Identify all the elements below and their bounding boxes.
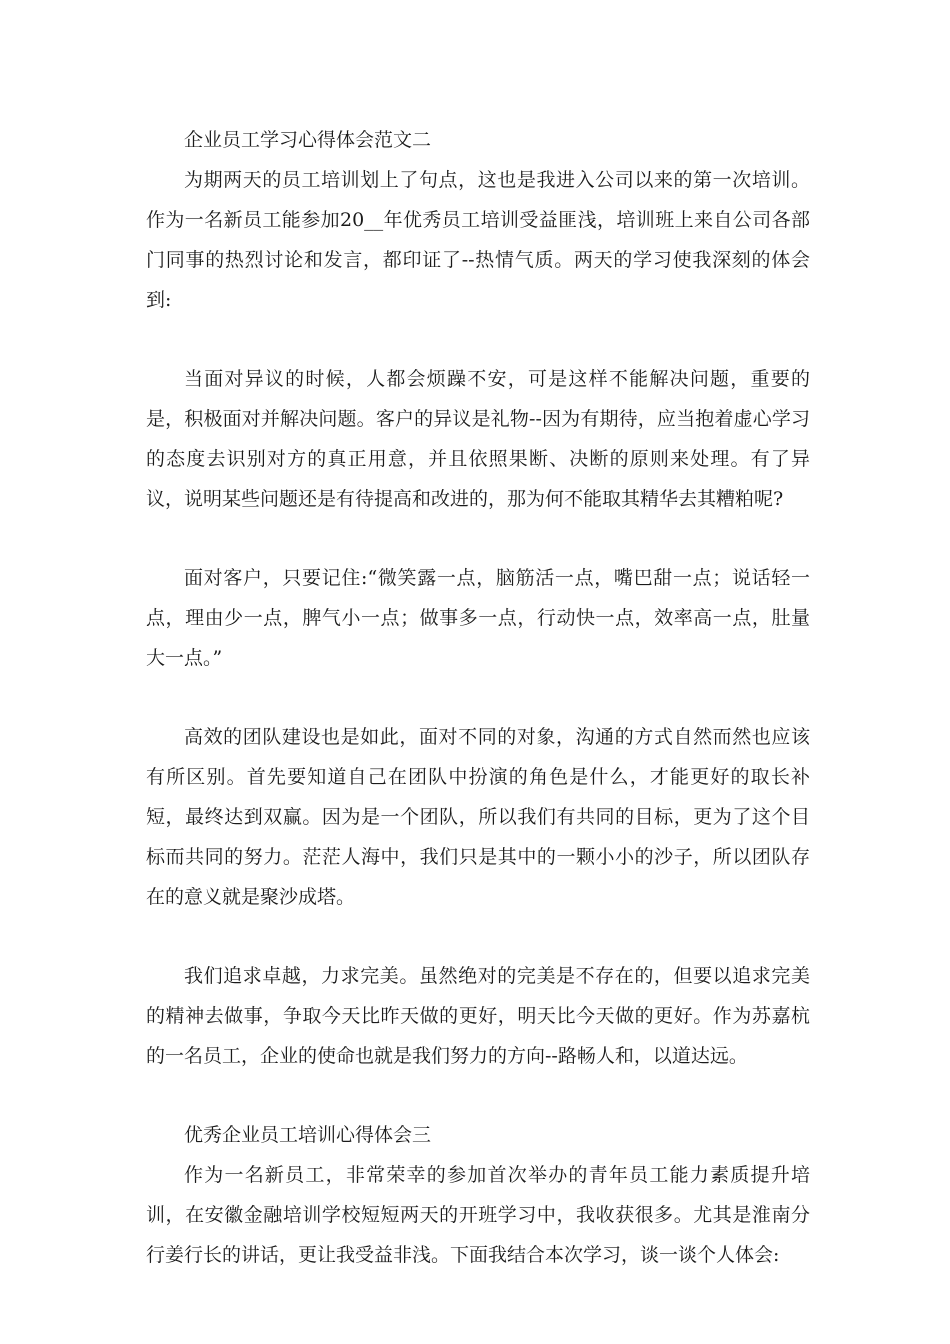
paragraph-gap: [146, 1076, 810, 1115]
paragraph-teamwork: 高效的团队建设也是如此，面对不同的对象，沟通的方式自然而然也应该有所区别。首先要知道自己在团队中扮演的角色是什么，才能更好的取长补短，最终达到双赢。因为是一个团队，所以我们有共同的目标，更为了这个目标而共同的努力。茫茫人海中，我们只是其中的一颗小小的沙子，所以团队存在的意义就是聚沙成塔。: [146, 726, 810, 908]
paragraph-excellence: 我们追求卓越，力求完美。虽然绝对的完美是不存在的，但要以追求完美的精神去做事，争取今天比昨天做的更好，明天比今天做的更好。作为苏嘉杭的一名员工，企业的使命也就是我们努力的方向--路畅人和，以道达远。: [146, 965, 810, 1067]
paragraph-objection: 当面对异议的时候，人都会烦躁不安，可是这样不能解决问题，重要的是，积极面对并解决问题。客户的异议是礼物--因为有期待，应当抱着虚心学习的态度去识别对方的真正用意，并且依照果断、决断的原则来处理。有了异议，说明某些问题还是有待提高和改进的，那为何不能取其精华去其糟粕呢?: [146, 368, 810, 510]
document-body: [146, 120, 810, 1275]
paragraph-gap: [146, 917, 810, 956]
paragraph-gap: [146, 678, 810, 717]
section-title-2: 企业员工学习心得体会范文二: [184, 129, 432, 151]
paragraph-customer: 面对客户，只要记住:“微笑露一点，脑筋活一点，嘴巴甜一点；说话轻一点，理由少一点，脾气小一点；做事多一点，行动快一点，效率高一点，肚量大一点。”: [146, 567, 810, 669]
paragraph-new-employee: 作为一名新员工，非常荣幸的参加首次举办的青年员工能力素质提升培训，在安徽金融培训学校短短两天的开班学习中，我收获很多。尤其是淮南分行姜行长的讲话，更让我受益非浅。下面我结合本次学习，谈一谈个人体会:: [146, 1164, 810, 1266]
paragraph-gap: [146, 320, 810, 359]
paragraph-gap: [146, 519, 810, 558]
paragraph-intro: 为期两天的员工培训划上了句点，这也是我进入公司以来的第一次培训。作为一名新员工能参加20__年优秀员工培训受益匪浅，培训班上来自公司各部门同事的热烈讨论和发言，都印证了--热情气质。两天的学习使我深刻的体会到:: [146, 169, 810, 311]
section-title-3: 优秀企业员工培训心得体会三: [184, 1124, 432, 1146]
